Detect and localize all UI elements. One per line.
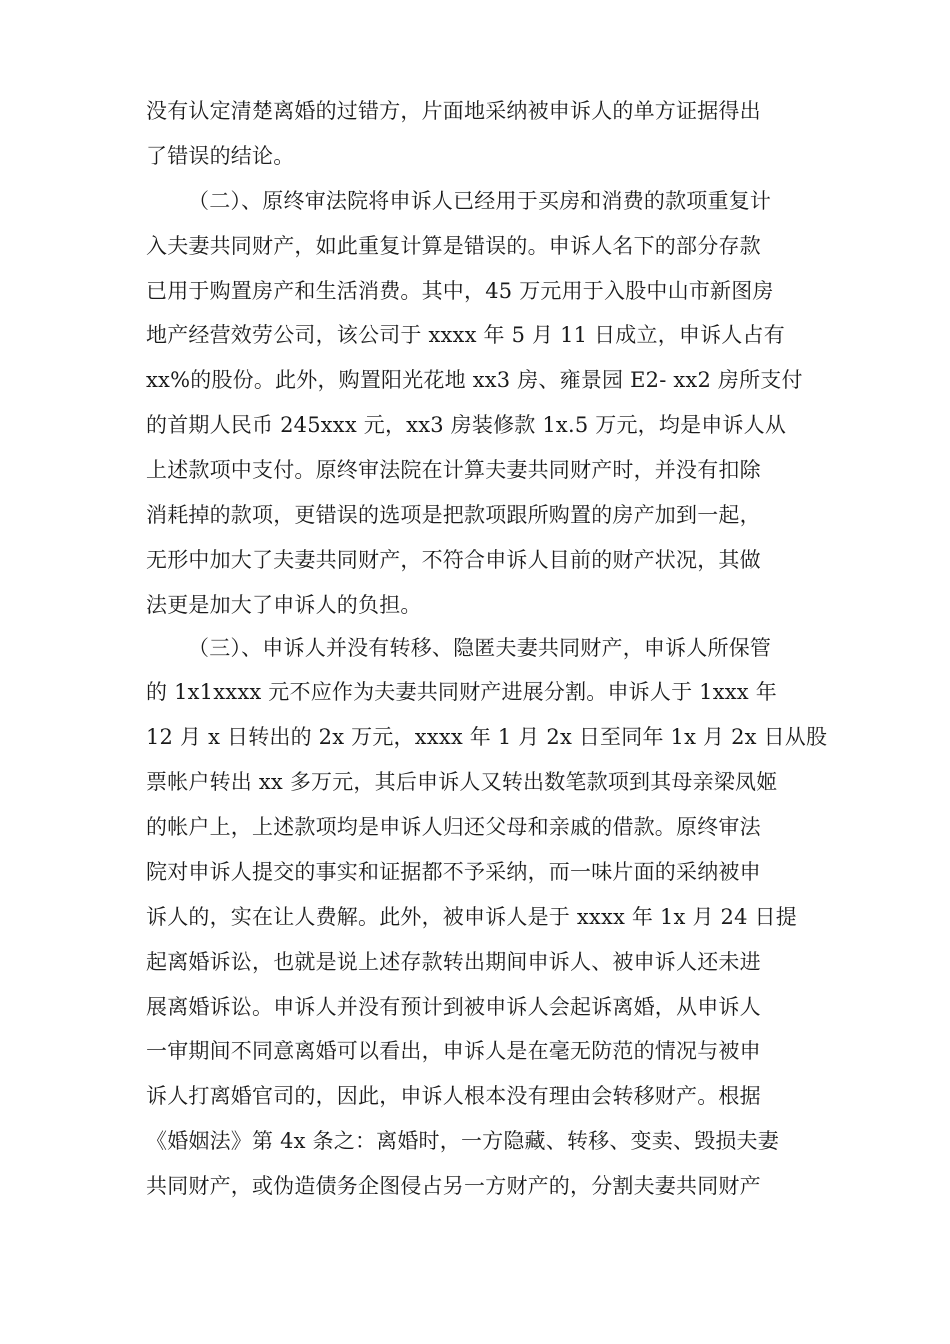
text-line: 消耗掉的款项，更错误的选项是把款项跟所购置的房产加到一起， xyxy=(146,503,761,527)
text-line: 已用于购置房产和生活消费。其中，45 万元用于入股中山市新图房 xyxy=(146,279,774,303)
text-line: 的帐户上，上述款项均是申诉人归还父母和亲戚的借款。原终审法 xyxy=(146,815,761,839)
text-line: 地产经营效劳公司，该公司于 xxxx 年 5 月 11 日成立，申诉人占有 xyxy=(146,323,785,347)
text-line: 共同财产，或伪造债务企图侵占另一方财产的，分割夫妻共同财产 xyxy=(146,1174,761,1198)
text-line: xx%的股份。此外，购置阳光花地 xx3 房、雍景园 E2- xx2 房所支付 xyxy=(146,368,803,392)
text-line: 的 1x1xxxx 元不应作为夫妻共同财产进展分割。申诉人于 1xxx 年 xyxy=(146,680,777,704)
text-line: 诉人的，实在让人费解。此外，被申诉人是于 xxxx 年 1x 月 24 日提 xyxy=(146,905,797,929)
text-line: 票帐户转出 xx 多万元，其后申诉人又转出数笔款项到其母亲梁凤姬 xyxy=(146,770,778,794)
text-line: 展离婚诉讼。申诉人并没有预计到被申诉人会起诉离婚，从申诉人 xyxy=(146,995,761,1019)
text-line: 《婚姻法》第 4x 条之：离婚时，一方隐藏、转移、变卖、毁损夫妻 xyxy=(146,1129,779,1153)
text-line: 入夫妻共同财产，如此重复计算是错误的。申诉人名下的部分存款 xyxy=(146,234,761,258)
text-line: 法更是加大了申诉人的负担。 xyxy=(146,593,422,617)
text-line: 的首期人民币 245xxx 元，xx3 房装修款 1x.5 万元，均是申诉人从 xyxy=(146,413,787,437)
text-line: 一审期间不同意离婚可以看出，申诉人是在毫无防范的情况与被申 xyxy=(146,1039,761,1063)
text-line: 上述款项中支付。原终审法院在计算夫妻共同财产时，并没有扣除 xyxy=(146,458,761,482)
text-line: （二）、原终审法院将申诉人已经用于买房和消费的款项重复计 xyxy=(188,189,772,213)
text-line: 了错误的结论。 xyxy=(146,144,295,168)
text-line: 无形中加大了夫妻共同财产，不符合申诉人目前的财产状况，其做 xyxy=(146,548,761,572)
text-line: （三）、申诉人并没有转移、隐匿夫妻共同财产，申诉人所保管 xyxy=(188,636,772,660)
text-line: 起离婚诉讼，也就是说上述存款转出期间申诉人、被申诉人还未进 xyxy=(146,950,761,974)
text-line: 院对申诉人提交的事实和证据都不予采纳，而一味片面的采纳被申 xyxy=(146,860,761,884)
text-line: 诉人打离婚官司的，因此，申诉人根本没有理由会转移财产。根据 xyxy=(146,1084,761,1108)
text-line: 12 月 x 日转出的 2x 万元，xxxx 年 1 月 2x 日至同年 1x 月 2x 日从股 xyxy=(146,725,828,749)
text-line: 没有认定清楚离婚的过错方，片面地采纳被申诉人的单方证据得出 xyxy=(146,99,761,123)
